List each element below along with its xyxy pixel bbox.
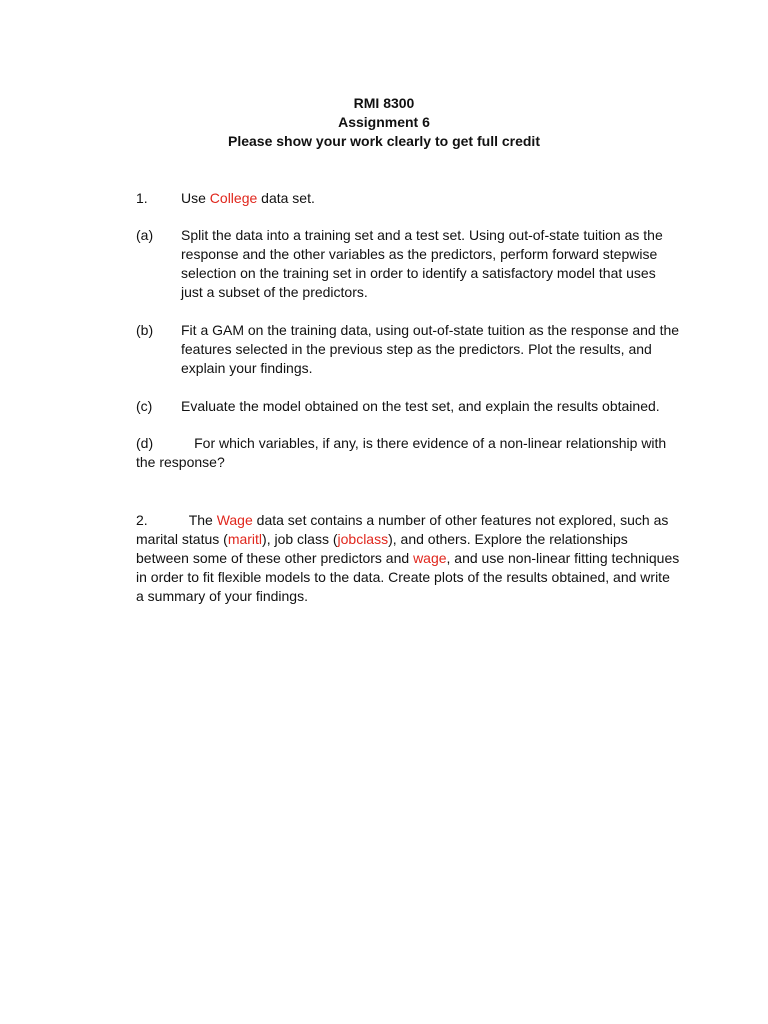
question-2 — [136, 511, 681, 606]
instruction-line: Please show your work clearly to get full credit — [228, 133, 540, 149]
question-label: (c) — [136, 398, 153, 414]
question-text: Fit a GAM on the training data, using out-of-state tuition as the response and the features selected in the previous step as the predictors. Plot the results, and explain your findings. — [181, 322, 680, 376]
question-label: (b) — [136, 322, 154, 338]
question-1d — [136, 434, 681, 472]
dataset-name-college: College — [209, 190, 258, 206]
dataset-name-wage: Wage — [216, 512, 253, 528]
question-text: Evaluate the model obtained on the test set, and explain the results obtained. — [181, 398, 660, 414]
question-text: Split the data into a training set and a test set. Using out-of-state tuition as the response and the other variables as the predictors, perform forward stepwise selection on the training set in order to identify a satisfactory model that uses just a subset of the predictors. — [181, 227, 663, 300]
question-label: (d) — [136, 435, 154, 451]
course-title: RMI 8300 — [353, 95, 415, 111]
question-1 — [136, 189, 681, 208]
question-1b — [136, 321, 681, 378]
question-text: Use College data set. — [181, 190, 315, 206]
question-1a — [136, 226, 681, 302]
question-text: 2. The Wage data set contains a number of other features not explored, such as marital status (maritl), job class (jobclass), and others. Explore the relationships between some of these other predictors and wage, and use non-linear fitting techniques in order to fit flexible models to the data. Create plots of the results obtained, and write a summary of your findings. — [136, 512, 680, 604]
assignment-title: Assignment 6 — [338, 114, 430, 130]
question-label: (a) — [136, 227, 154, 243]
question-1c — [136, 397, 681, 416]
question-number: 1. — [136, 190, 148, 206]
variable-jobclass: jobclass — [337, 531, 389, 547]
document-header — [0, 94, 768, 151]
variable-wage: wage — [413, 550, 447, 566]
variable-maritl: maritl — [227, 531, 263, 547]
question-number: 2. — [136, 512, 148, 528]
question-text: (d) For which variables, if any, is there evidence of a non-linear relationship with the response? — [136, 435, 667, 470]
